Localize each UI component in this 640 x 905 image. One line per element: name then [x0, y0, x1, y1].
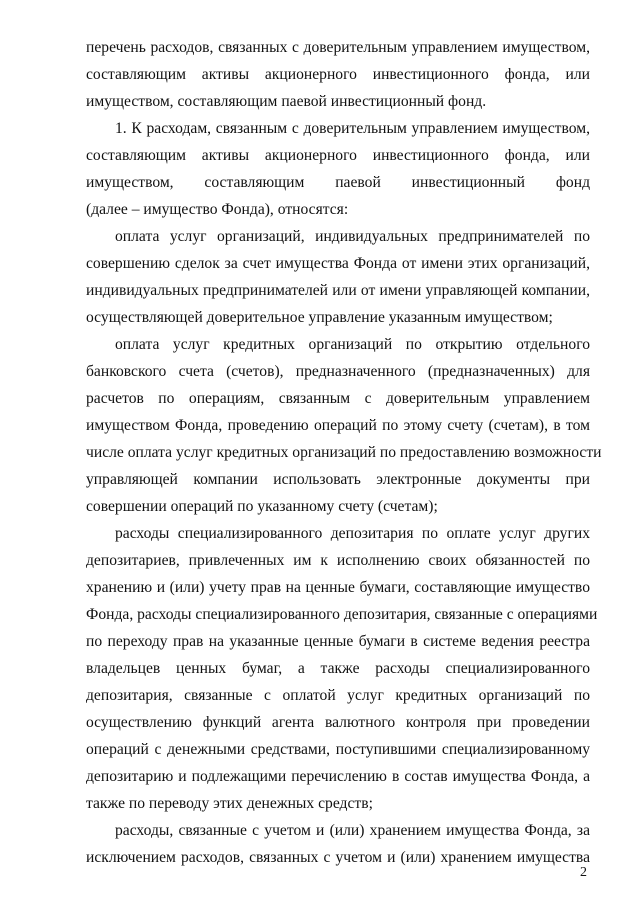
- text-line: депозитариев, привлеченных им к исполнению своих обязанностей по: [86, 552, 590, 569]
- text-line: индивидуальных предпринимателей или от имени управляющей компании,: [86, 282, 590, 299]
- text-line: оплата услуг организаций, индивидуальных предпринимателей по: [115, 228, 590, 245]
- text-line: (далее – имущество Фонда), относятся:: [86, 201, 349, 218]
- text-line: по переходу прав на указанные ценные бумаги в системе ведения реестра: [86, 633, 590, 650]
- text-line: совершению сделок за счет имущества Фонда от имени этих организаций,: [86, 255, 590, 272]
- text-line: операций с денежными средствами, поступившими специализированному: [86, 741, 590, 758]
- text-line: расходы, связанные с учетом и (или) хранением имущества Фонда, за: [115, 822, 590, 839]
- text-line: составляющим активы акционерного инвестиционного фонда, или: [86, 66, 590, 83]
- text-line: числе оплата услуг кредитных организаций по предоставлению возможности: [86, 444, 602, 461]
- text-line: расходы специализированного депозитария по оплате услуг других: [115, 525, 590, 542]
- text-line: 1. К расходам, связанным с доверительным управлением имуществом,: [115, 120, 590, 137]
- text-line: исключением расходов, связанных с учетом и (или) хранением имущества: [86, 849, 590, 866]
- text-line: хранению и (или) учету прав на ценные бумаги, составляющие имущество: [86, 579, 590, 596]
- text-line: осуществлению функций агента валютного контроля при проведении: [86, 714, 590, 731]
- text-line: имуществом, составляющим паевой инвестиционный фонд.: [86, 93, 487, 110]
- text-line: совершении операций по указанному счету (счетам);: [86, 498, 438, 515]
- text-line: имуществом, составляющим паевой инвестиционный фонд: [86, 174, 590, 191]
- text-line: банковского счета (счетов), предназначенного (предназначенных) для: [86, 363, 590, 380]
- text-line: составляющим активы акционерного инвестиционного фонда, или: [86, 147, 590, 164]
- text-line: оплата услуг кредитных организаций по открытию отдельного: [115, 336, 590, 353]
- text-line: расчетов по операциям, связанным с доверительным управлением: [86, 390, 590, 407]
- text-line: Фонда, расходы специализированного депозитария, связанные с операциями: [86, 606, 598, 623]
- text-line: владельцев ценных бумаг, а также расходы специализированного: [86, 660, 590, 677]
- page-number: 2: [580, 865, 587, 880]
- text-line: депозитария, связанные с оплатой услуг кредитных организаций по: [86, 687, 590, 704]
- text-line: имуществом Фонда, проведению операций по этому счету (счетам), в том: [86, 417, 590, 434]
- text-line: управляющей компании использовать электронные документы при: [86, 471, 590, 488]
- text-line: депозитарию и подлежащими перечислению в состав имущества Фонда, а: [86, 768, 590, 785]
- text-line: также по переводу этих денежных средств;: [86, 795, 373, 812]
- text-line: перечень расходов, связанных с доверительным управлением имуществом,: [86, 39, 590, 56]
- text-line: осуществляющей доверительное управление указанным имуществом;: [86, 309, 553, 326]
